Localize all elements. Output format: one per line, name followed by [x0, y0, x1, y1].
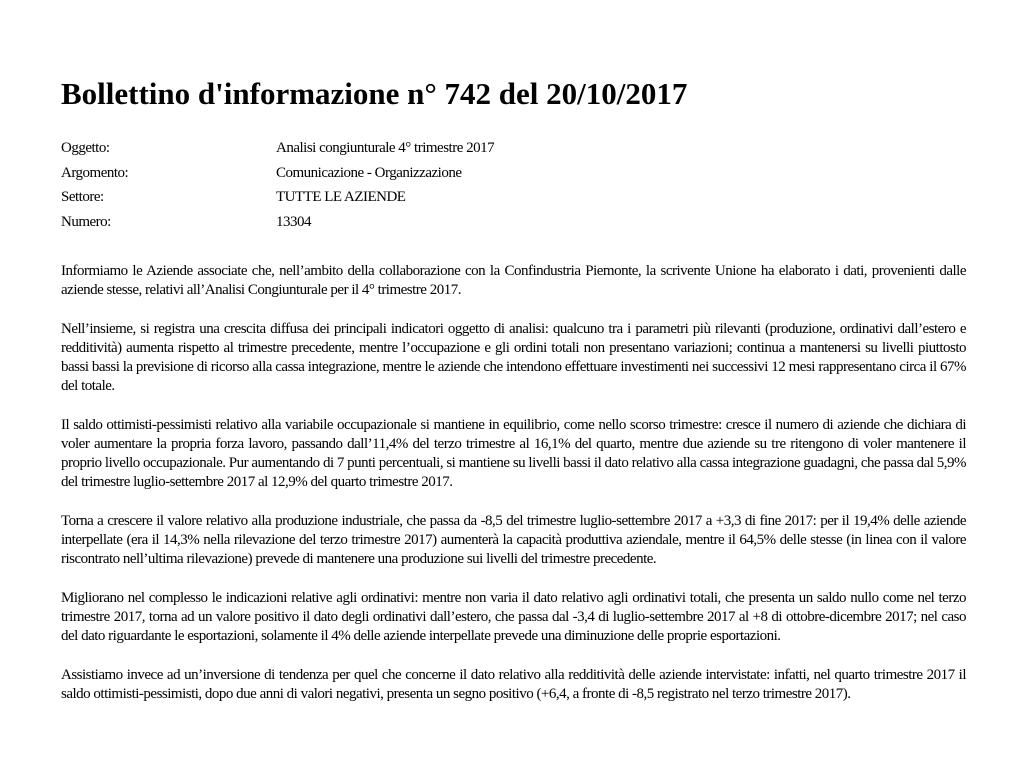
meta-row-settore	[61, 187, 966, 212]
meta-key: Argomento:	[61, 164, 129, 181]
meta-value: TUTTE LE AZIENDE	[276, 189, 406, 205]
meta-row-argomento	[61, 163, 966, 188]
body-paragraph: Il saldo ottimisti-pessimisti relativo alla variabile occupazionale si mantiene in equilibrio, come nello scorso trimestre: cresce il numero di aziende che dichiara di voler aumentare la propria forza lavoro, passando dall’11,4% del terzo trimestre al 16,1% del quarto, mentre due aziende su tre ritengono di voler mantenere il proprio livello occupazionale. Pur aumentando di 7 punti percentuali, si mantiene su livelli bassi il dato relativo alla cassa integrazione guadagni, che passa dal 5,9% del trimestre luglio-settembre 2017 al 12,9% del quarto trimestre 2017.	[61, 417, 966, 490]
body-paragraph: Informiamo le Aziende associate che, nell’ambito della collaborazione con la Confindustria Piemonte, la scrivente Unione ha elaborato i dati, provenienti dalle aziende stesse, relativi all’Analisi Congiunturale per il 4° trimestre 2017.	[61, 263, 966, 298]
page-title: Bollettino d'informazione n° 742 del 20/10/2017	[61, 76, 688, 111]
meta-key: Settore:	[61, 189, 104, 205]
metadata-table	[61, 138, 966, 236]
meta-value: Analisi congiunturale 4° trimestre 2017	[276, 140, 495, 156]
meta-row-oggetto	[61, 138, 966, 163]
body-paragraph: Torna a crescere il valore relativo alla produzione industriale, che passa da -8,5 del trimestre luglio-settembre 2017 a +3,3 di fine 2017: per il 19,4% delle aziende interpellate (era il 14,3% nella rilevazione del terzo trimestre 2017) aumenterà la capacità produttiva aziendale, mentre il 64,5% delle stesse (in linea con il valore riscontrato nell’ultima rilevazione) prevede di mantenere una produzione sui livelli del trimestre precedente.	[61, 513, 966, 567]
meta-value: 13304	[276, 213, 311, 230]
meta-row-numero	[61, 212, 966, 237]
meta-key: Numero:	[61, 213, 111, 230]
document-body	[61, 262, 966, 724]
body-paragraph: Assistiamo invece ad un’inversione di tendenza per quel che concerne il dato relativo alla redditività delle aziende intervistate: infatti, nel quarto trimestre 2017 il saldo ottimisti-pessimisti, dopo due anni di valori negativi, presenta un segno positivo (+6,4, a fronte di -8,5 registrato nel terzo trimestre 2017).	[61, 667, 966, 702]
body-paragraph: Nell’insieme, si registra una crescita diffusa dei principali indicatori oggetto di analisi: qualcuno tra i parametri più rilevanti (produzione, ordinativi dall’estero e redditività) aumenta rispetto al trimestre precedente, mentre l’occupazione e gli ordini totali non presentano variazioni; continua a mantenersi su livelli piuttosto bassi bassi la previsione di ricorso alla cassa integrazione, mentre le aziende che intendono effettuare investimenti nei successivi 12 mesi rappresentano circa il 67% del totale.	[61, 321, 966, 394]
meta-key: Oggetto:	[61, 140, 110, 156]
meta-value: Comunicazione - Organizzazione	[276, 164, 462, 181]
body-paragraph: Migliorano nel complesso le indicazioni relative agli ordinativi: mentre non varia il dato relativo agli ordinativi totali, che presenta un saldo nullo come nel terzo trimestre 2017, torna ad un valore positivo il dato degli ordinativi dall’estero, che passa dal -3,4 di luglio-settembre 2017 al +8 di ottobre-dicembre 2017; nel caso del dato riguardante le esportazioni, solamente il 4% delle aziende interpellate prevede una diminuzione delle proprie esportazioni.	[61, 590, 966, 644]
document-page	[61, 0, 966, 768]
